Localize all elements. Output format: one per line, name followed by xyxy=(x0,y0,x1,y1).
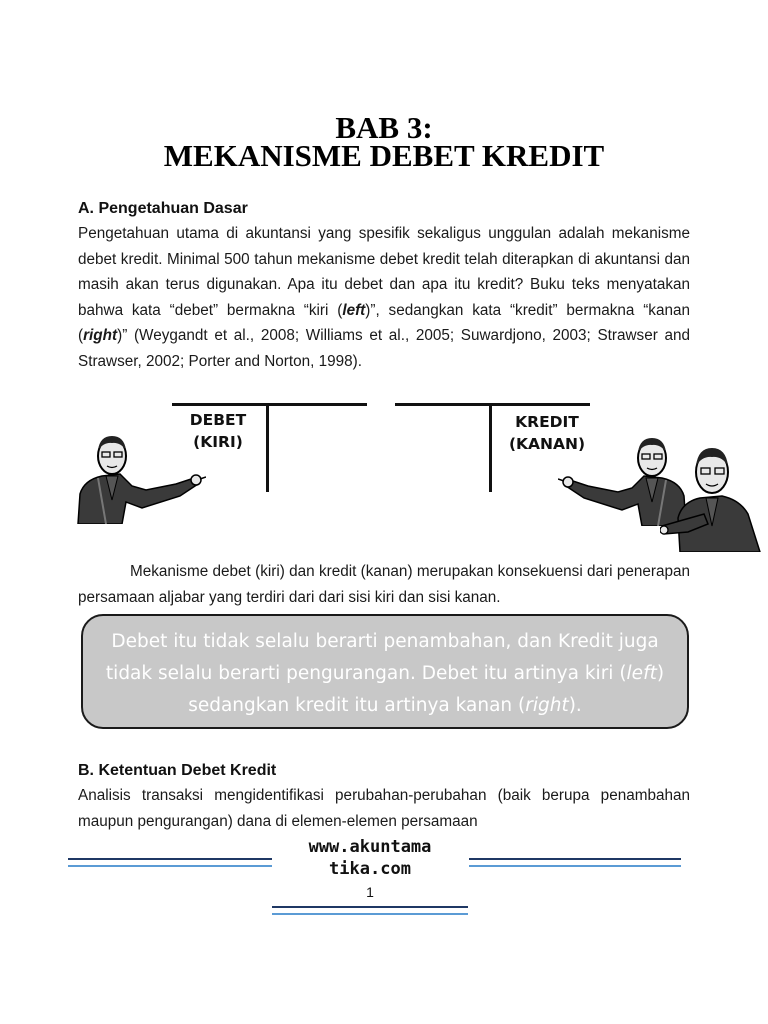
footer-website-line2: tika.com xyxy=(329,859,411,879)
page-number: 1 xyxy=(366,884,374,900)
paragraph-text: Pengetahuan utama di akuntansi yang spesifik sekaligus unggulan adalah mekanisme debet kredit. Minimal 500 tahun mekanisme debet kredit telah diterapkan di akuntansi dan masih akan terus digunakan. Apa itu debet dan apa itu kredit? Buku teks menyatakan bahwa kata “debet” bermakna “kiri ( xyxy=(78,225,690,319)
callout-text: ). xyxy=(568,695,582,716)
footer-website[interactable] xyxy=(272,836,468,880)
credit-label-sub: (KANAN) xyxy=(508,435,586,453)
paragraph-text: )” (Weygandt et al., 2008; Williams et al., 2005; Suwardjono, 2003; Strawser and Strawser, 2002; Porter and Norton, 1998). xyxy=(78,327,690,370)
credit-t-top-line xyxy=(395,403,590,406)
footer-rule-center-bottom xyxy=(272,913,468,915)
footer-rule-center-top xyxy=(272,906,468,908)
callout-text: Debet itu tidak selalu berarti penambahan, dan Kredit juga tidak selalu berarti pengurangan. Debet itu artinya kiri ( xyxy=(105,631,659,684)
presenter-left-illustration xyxy=(76,428,206,524)
footer-website-line1: www.akuntama xyxy=(308,837,432,857)
footer-rule-right-bottom xyxy=(469,865,681,867)
presenter-right-duplicate-illustration xyxy=(660,434,768,552)
section-a-heading: A. Pengetahuan Dasar xyxy=(78,200,248,217)
credit-label-text: KREDIT xyxy=(515,413,579,431)
debit-t-top-line xyxy=(172,403,367,406)
paragraph-text: )”, sedangkan kata “kredit” bermakna “kanan ( xyxy=(78,301,690,344)
section-b-paragraph: Analisis transaksi mengidentifikasi perubahan-perubahan (baik berupa penambahan maupun pengurangan) dana di elemen-elemen persamaan xyxy=(78,787,690,830)
chapter-number: BAB 3: xyxy=(335,110,433,145)
debit-t-vertical-line xyxy=(266,403,269,492)
section-a-paragraph xyxy=(78,221,690,374)
mechanism-paragraph: Mekanisme debet (kiri) dan kredit (kanan) merupakan konsekuensi dari penerapan persamaan aljabar yang terdiri dari dari sisi kiri dan sisi kanan. xyxy=(78,563,690,606)
term-left: left xyxy=(342,301,366,319)
term-right: right xyxy=(83,327,118,344)
callout-term-right: right xyxy=(525,695,569,716)
section-b-heading: B. Ketentuan Debet Kredit xyxy=(78,762,277,779)
chapter-title: MEKANISME DEBET KREDIT xyxy=(163,138,605,173)
callout-term-left: left xyxy=(626,663,657,684)
footer-rule-right-top xyxy=(469,858,681,860)
callout-box xyxy=(81,614,689,729)
footer-rule-left-top xyxy=(68,858,272,860)
callout-text: ) sedangkan kredit itu artinya kanan ( xyxy=(188,663,665,716)
footer-rule-left-bottom xyxy=(68,865,272,867)
debit-label-sub: (KIRI) xyxy=(193,433,243,451)
debit-label-text: DEBET xyxy=(189,411,247,429)
credit-t-vertical-line xyxy=(489,403,492,492)
